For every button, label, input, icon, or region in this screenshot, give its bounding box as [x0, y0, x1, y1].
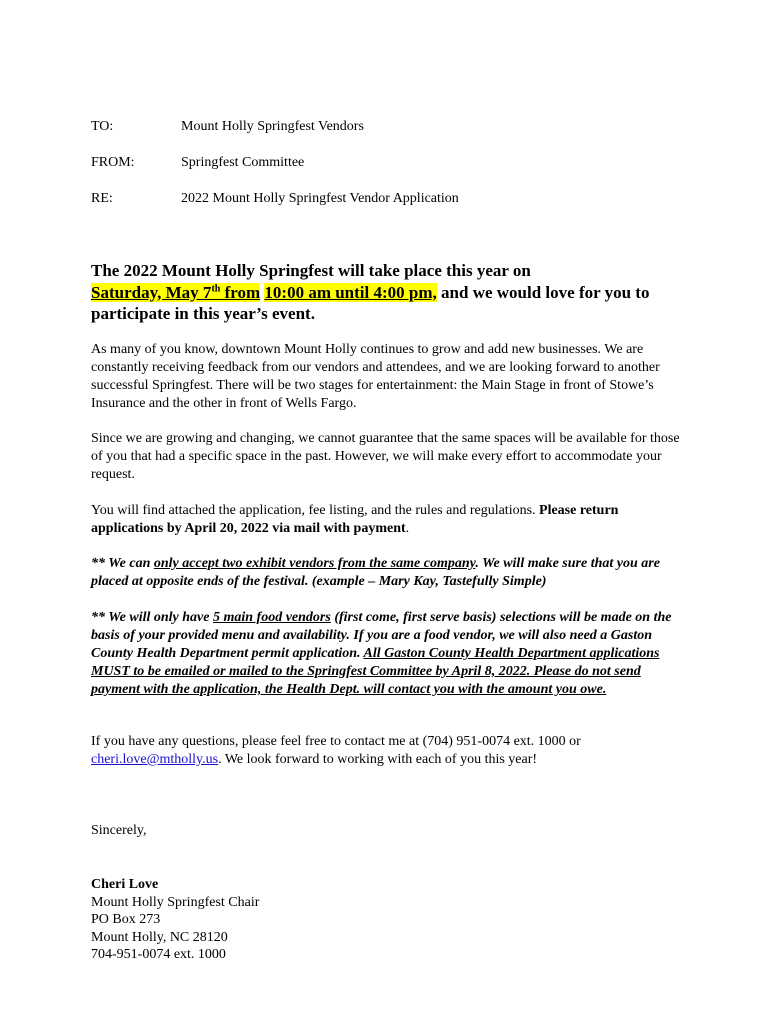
memo-from-label: FROM:: [91, 155, 135, 170]
food-note-prefix: ** We will only have: [91, 610, 213, 625]
memo-to-label: TO:: [91, 119, 114, 134]
salutation: Sincerely,: [91, 823, 147, 838]
spaces-paragraph: Since we are growing and changing, we cannot guarantee that the same spaces will be available for those of you that had a specific space in the past. However, we will make every effort to accommodate your request.: [91, 431, 680, 482]
exhibit-note-suffix: . We will make sure that you are placed at opposite ends of the festival. (example – Mary Kay, Tastefully Simple): [91, 556, 660, 589]
contact-paragraph: [91, 733, 691, 769]
attachments-end: .: [405, 521, 410, 536]
contact-suffix: . We look forward to working with each of you this year!: [218, 752, 538, 767]
food-vendor-note: [91, 609, 691, 699]
event-date-highlight: [91, 283, 260, 302]
food-note-deadline: All Gaston County Health Department applications MUST to be emailed or mailed to the Springfest Committee by April 8, 2022. Please do not send payment with the application, the Health Dept. will contact you with the amount you owe.: [91, 646, 660, 697]
email-link[interactable]: cheri.love@mtholly.us: [91, 752, 219, 767]
memo-to-value: Mount Holly Springfest Vendors: [181, 119, 364, 134]
food-note-middle: (first come, first serve basis) selections will be made on the basis of your provided menu and availability. If you are a food vendor, we will also need a Gaston County Health Department permit application.: [91, 610, 672, 661]
food-note-underlined: 5 main food vendors: [212, 610, 331, 625]
exhibit-note-underlined: only accept two exhibit vendors from the same company: [153, 556, 476, 571]
signature-block: [91, 876, 259, 964]
memo-re-value: 2022 Mount Holly Springfest Vendor Application: [181, 191, 459, 206]
city-address: Mount Holly, NC 28120: [91, 929, 228, 945]
po-box: PO Box 273: [91, 912, 161, 927]
contact-text: If you have any questions, please feel free to contact me at (704) 951-0074 ext. 1000 or: [91, 734, 581, 749]
headline-rest: and we would love for you to participate in this year’s event.: [91, 282, 650, 323]
event-date-from: from: [220, 282, 261, 302]
signer-title: Mount Holly Springfest Chair: [91, 894, 260, 910]
memo-from-value: Springfest Committee: [181, 155, 305, 170]
exhibit-vendor-note: [91, 555, 691, 591]
intro-paragraph: As many of you know, downtown Mount Holly continues to grow and add new businesses. We are constantly receiving feedback from our vendors and attendees, and we are looking forward to another successful Springfest. There will be two stages for entertainment: the Main Stage in front of Stowe’s Insurance and the other in front of Wells Fargo.: [91, 342, 660, 411]
event-time-highlight: 10:00 am until 4:00 pm,: [264, 282, 437, 302]
headline-line1: The 2022 Mount Holly Springfest will take place this year on: [91, 261, 531, 280]
event-date: Saturday, May 7: [91, 282, 212, 302]
event-headline: [91, 260, 691, 325]
exhibit-note-prefix: ** We can: [91, 556, 154, 571]
memo-from-row: [91, 154, 304, 172]
signer-name: Cheri Love: [91, 877, 159, 892]
memo-to-row: [91, 118, 364, 136]
return-deadline: Please return applications by April 20, 2022 via mail with payment: [91, 503, 619, 536]
phone-number: 704-951-0074 ext. 1000: [91, 947, 226, 962]
memo-re-label: RE:: [91, 191, 113, 206]
event-date-suffix: th: [211, 282, 221, 294]
memo-re-row: [91, 190, 459, 208]
attachments-text: You will find attached the application, fee listing, and the rules and regulations.: [91, 503, 540, 518]
attachments-paragraph: [91, 502, 691, 538]
